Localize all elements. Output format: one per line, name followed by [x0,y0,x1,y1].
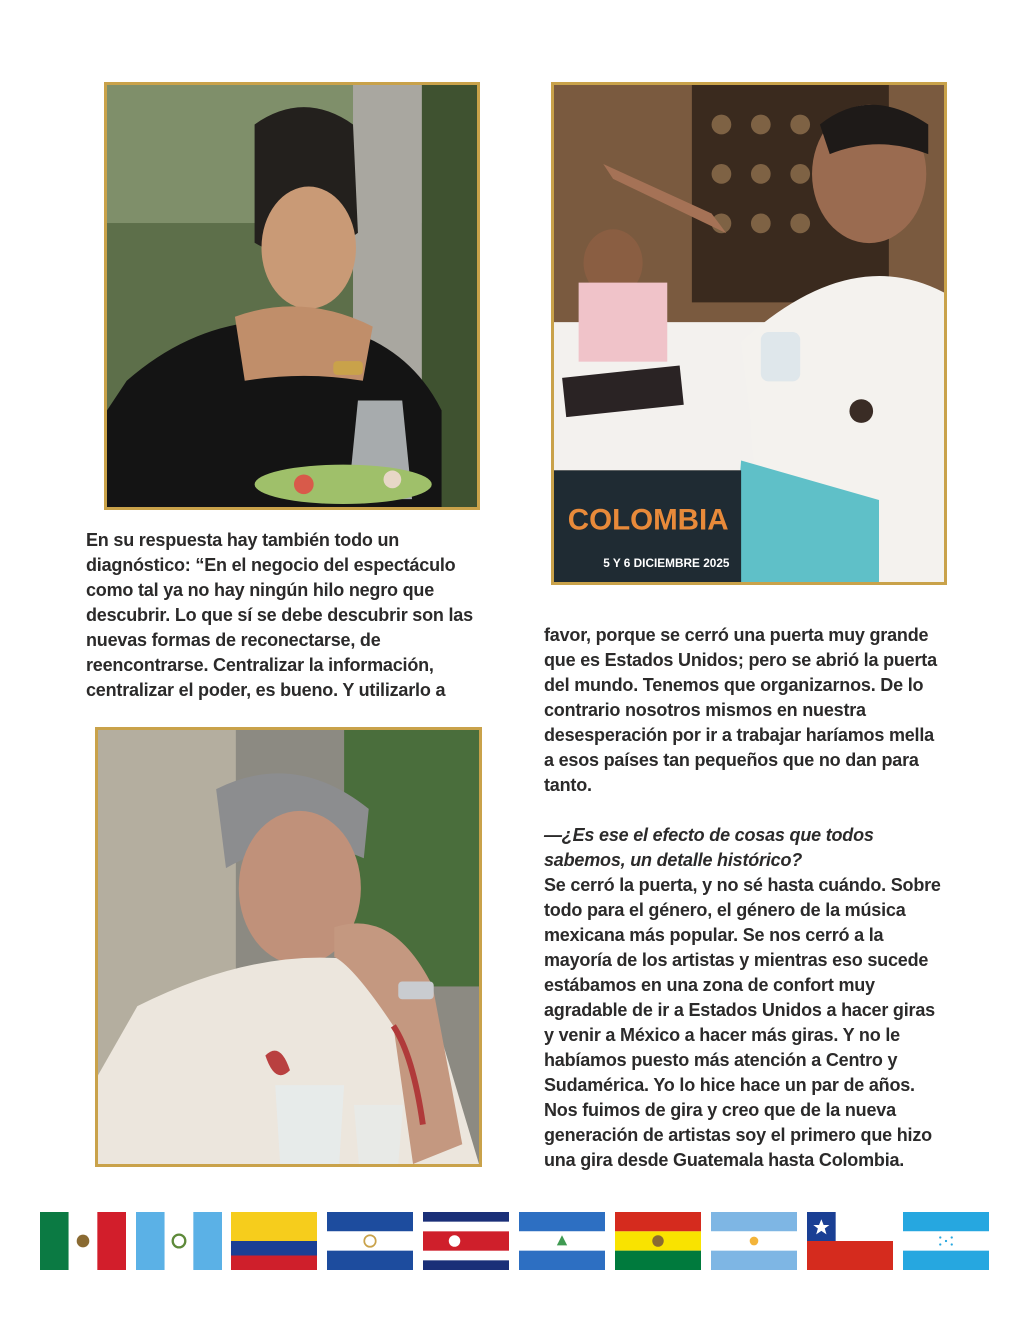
text-line: reencontrarse. Centralizar la información, [86,655,434,675]
photo-top-right [551,82,947,585]
guatemala-flag-icon [136,1212,222,1270]
colombia-flag-icon [231,1212,317,1270]
question-line: sabemos, un detalle histórico? [544,850,803,870]
text-line: a esos países tan pequeños que no dan para [544,750,919,770]
text-line: del mundo. Tenemos que organizarnos. De lo [544,675,924,695]
photo-top-left [104,82,480,510]
text-line: descubrir. Lo que sí se debe descubrir son las [86,605,473,625]
text-line: y venir a México a hacer más giras. Y no le [544,1025,900,1045]
photo-man-resting-chin-icon [107,85,477,507]
text-line: nuevas formas de reconectarse, de [86,630,381,650]
interview-answer [544,873,964,1173]
chile-flag-icon [807,1212,893,1270]
text-line: tanto. [544,775,592,795]
left-paragraph [86,528,486,703]
photo-man-pointing-icon [554,85,944,582]
text-line: contrario nosotros mismos en nuestra [544,700,866,720]
text-line: desesperación por ir a trabajar haríamos mella [544,725,934,745]
bolivia-flag-icon [615,1212,701,1270]
photo-man-thinking-icon [98,730,479,1164]
text-line: estábamos en una zona de confort muy [544,975,875,995]
text-line: diagnóstico: “En el negocio del espectáculo [86,555,456,575]
nicaragua-flag-icon [519,1212,605,1270]
poster-date: 5 Y 6 DICIEMBRE 2025 [603,556,730,571]
text-line: centralizar el poder, es bueno. Y utilizarlo a [86,680,446,700]
text-line: como tal ya no hay ningún hilo negro que [86,580,435,600]
argentina-flag-icon [711,1212,797,1270]
text-line: Sudamérica. Yo lo hice hace un par de años. [544,1075,915,1095]
text-line: una gira desde Guatemala hasta Colombia. [544,1150,905,1170]
text-line: mayoría de los artistas y mientras eso sucede [544,950,929,970]
mexico-flag-icon [40,1212,126,1270]
text-line: Nos fuimos de gira y creo que de la nueva [544,1100,896,1120]
photo-bottom-left [95,727,482,1167]
el-salvador-flag-icon [327,1212,413,1270]
text-line: agradable de ir a Estados Unidos a hacer giras [544,1000,935,1020]
interview-question [544,823,964,873]
text-line: habíamos puesto más atención a Centro y [544,1050,898,1070]
text-line: En su respuesta hay también todo un [86,530,400,550]
text-line: favor, porque se cerró una puerta muy grande [544,625,929,645]
costa-rica-flag-icon [423,1212,509,1270]
text-line: Se cerró la puerta, y no sé hasta cuándo. Sobre [544,875,941,895]
text-line: que es Estados Unidos; pero se abrió la puerta [544,650,937,670]
poster-title: COLOMBIA [567,503,729,537]
right-continuation [544,623,964,798]
text-line: todo para el género, el género de la música [544,900,906,920]
question-line: —¿Es ese el efecto de cosas que todos [544,825,874,845]
honduras-flag-icon [903,1212,989,1270]
text-line: mexicana más popular. Se nos cerró a la [544,925,884,945]
text-line: generación de artistas soy el primero que hizo [544,1125,932,1145]
